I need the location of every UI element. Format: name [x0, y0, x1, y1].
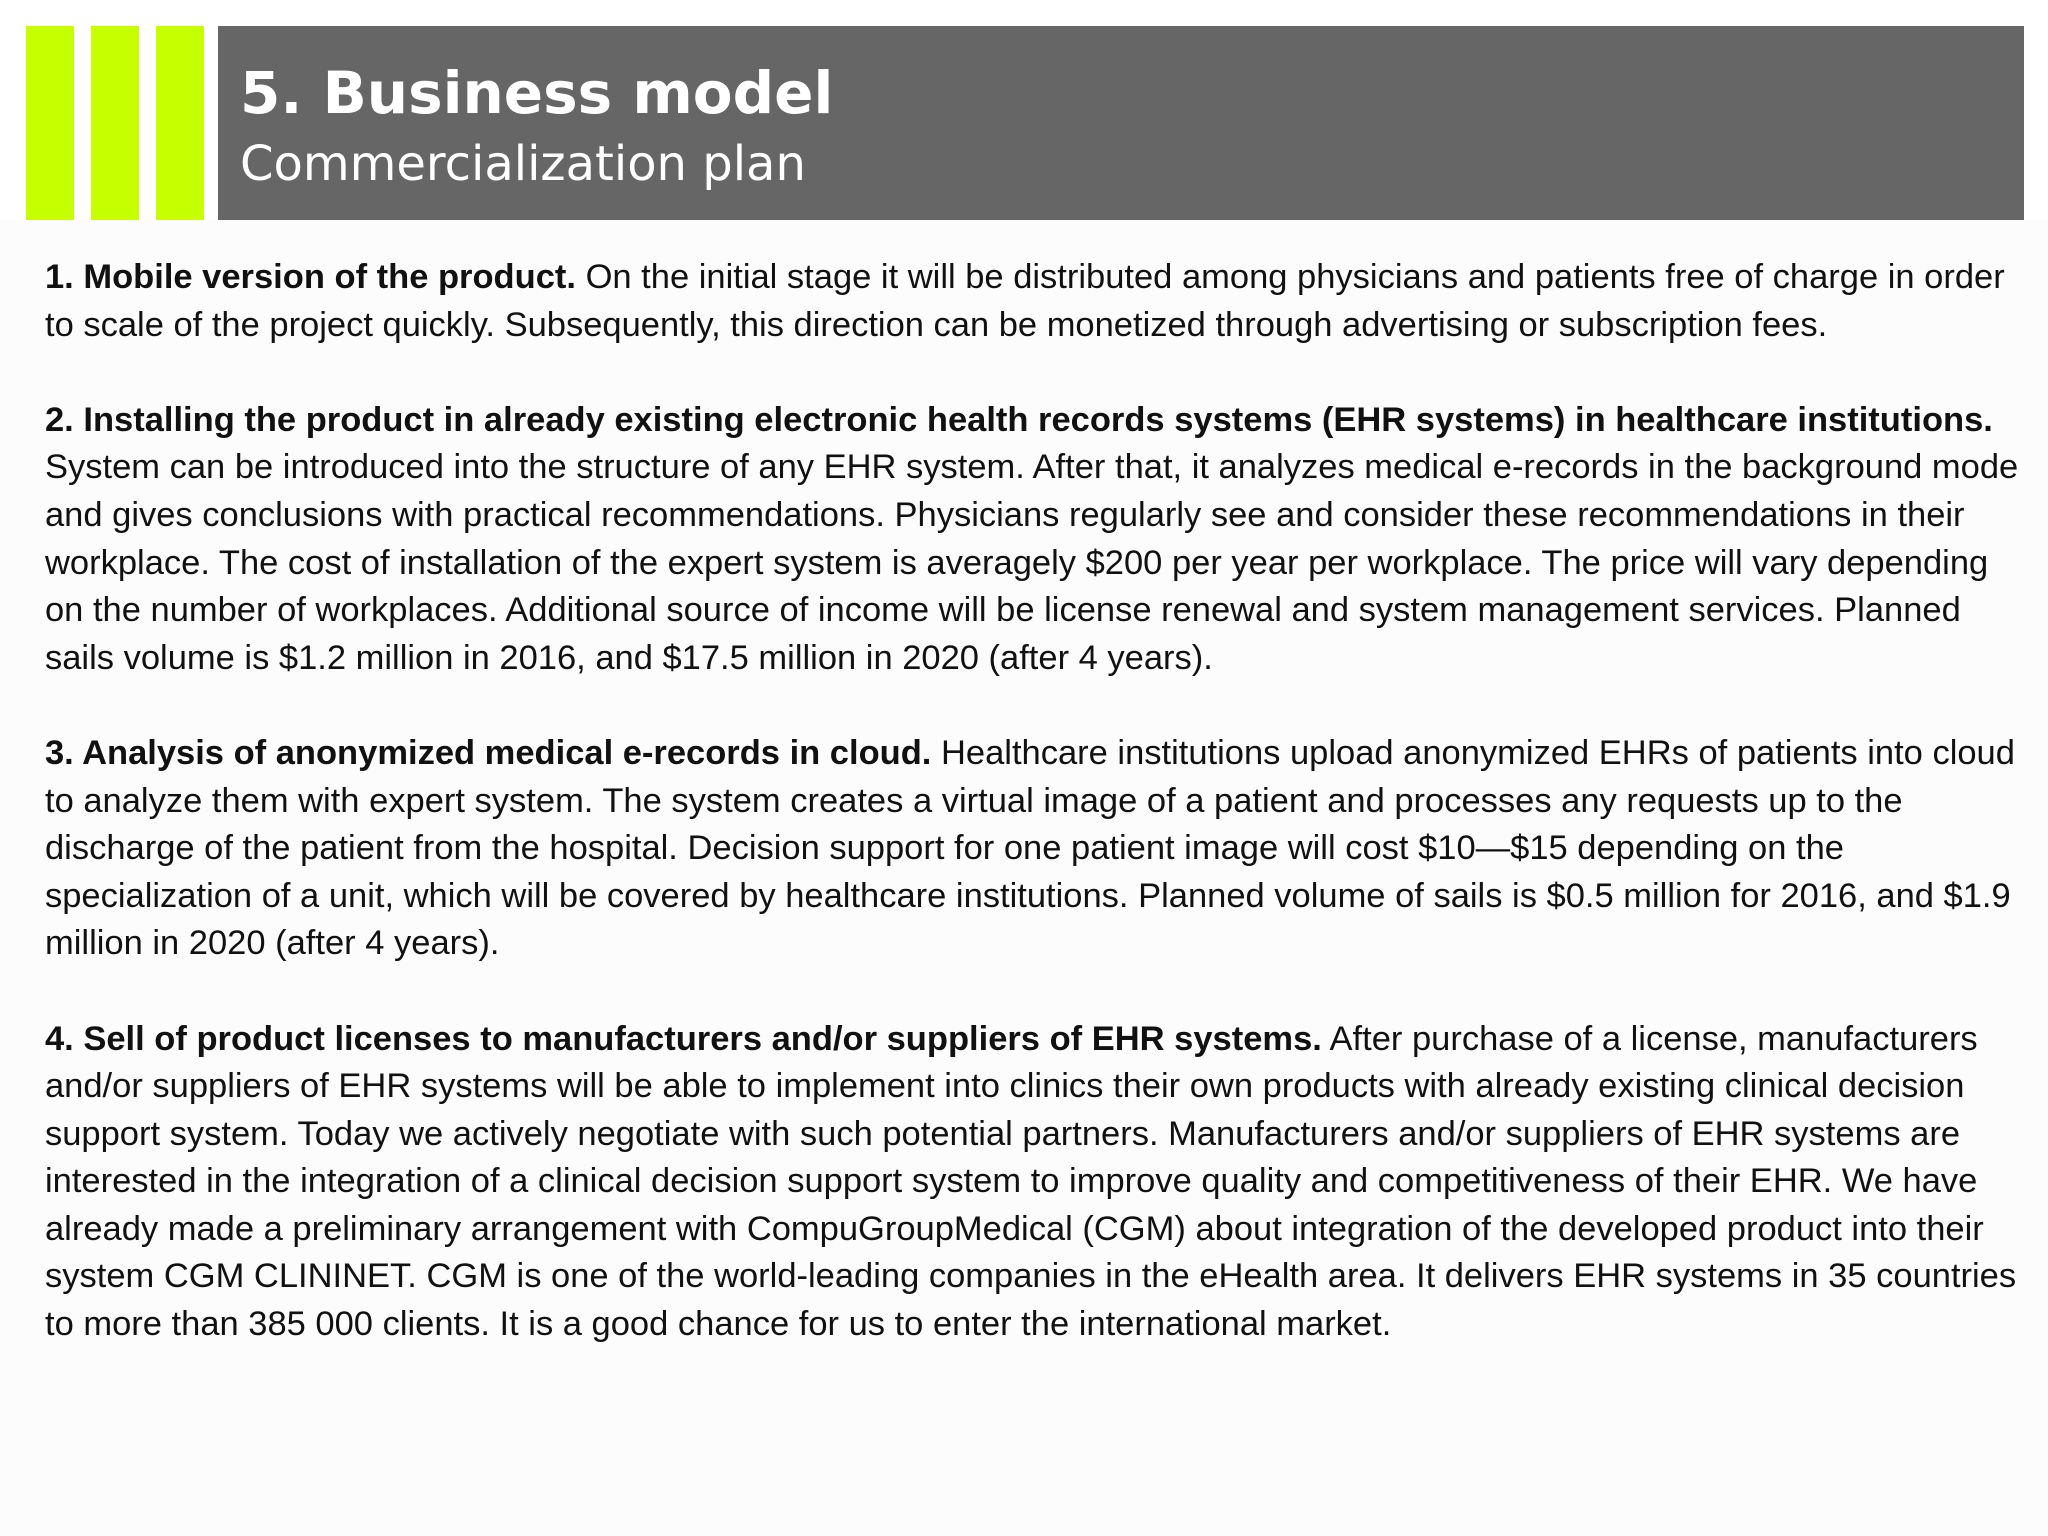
paragraph-license-sales	[45, 1016, 2020, 1349]
slide-body	[0, 220, 2048, 1536]
paragraph-cloud-analysis	[45, 730, 2020, 968]
slide-subtitle: Commercialization plan	[240, 136, 806, 192]
paragraph-heading: 1. Mobile version of the product.	[45, 258, 576, 296]
paragraph-heading: 3. Analysis of anonymized medical e-records in cloud.	[45, 733, 932, 772]
accent-bar-1	[26, 26, 74, 220]
paragraph-heading: 2. Installing the product in already existing electronic health records systems (EHR systems) in healthcare institutions.	[45, 400, 1993, 439]
paragraph-text: Healthcare institutions upload anonymized EHRs of patients into cloud to analyze them with expert system. The system creates a virtual image of a patient and processes any requests up to the discharge of the patient from the hospital. Decision support for one patient image will cost $10—$15 depending on the specialization of a unit, which will be covered by healthcare institutions. Planned volume of sails is $0.5 million for 2016, and $1.9 million in 2020 (after 4 years).	[45, 733, 2015, 963]
paragraph-text: After purchase of a license, manufacturers and/or suppliers of EHR systems will be able to implement into clinics their own products with already existing clinical decision support system. Today we actively negotiate with such potential partners. Manufacturers and/or suppliers of EHR systems are interested in the integration of a clinical decision support system to improve quality and competitiveness of their EHR. We have already made a preliminary arrangement with CompuGroupMedical (CGM) about integration of the developed product into their system CGM CLININET. CGM is one of the world-leading companies in the eHealth area. It delivers EHR systems in 35 countries to more than 385 000 clients. It is a good chance for us to enter the international market.	[45, 1019, 2017, 1344]
accent-bar-2	[91, 26, 139, 220]
accent-bar-3	[156, 26, 204, 220]
paragraph-ehr-installation	[45, 397, 2020, 683]
paragraph-text: System can be introduced into the structure of any EHR system. After that, it analyzes medical e-records in the background mode and gives conclusions with practical recommendations. Physicians regularly see and consider these recommendations in their workplace. The cost of installation of the expert system is averagely $200 per year per workplace. The price will vary depending on the number of workplaces. Additional source of income will be license renewal and system management services. Planned sails volume is $1.2 million in 2016, and $17.5 million in 2020 (after 4 years).	[45, 448, 2019, 677]
business-model-text	[45, 254, 2020, 1349]
paragraph-text: On the initial stage it will be distributed among physicians and patients free of charge in order to scale of the project quickly. Subsequently, this direction can be monetized through advertising or subscription fees.	[45, 258, 2005, 344]
slide-title: 5. Business model	[240, 59, 834, 127]
paragraph-heading: 4. Sell of product licenses to manufacturers and/or suppliers of EHR systems.	[45, 1019, 1322, 1058]
paragraph-mobile-version	[45, 254, 2020, 349]
slide-header	[218, 26, 2024, 220]
